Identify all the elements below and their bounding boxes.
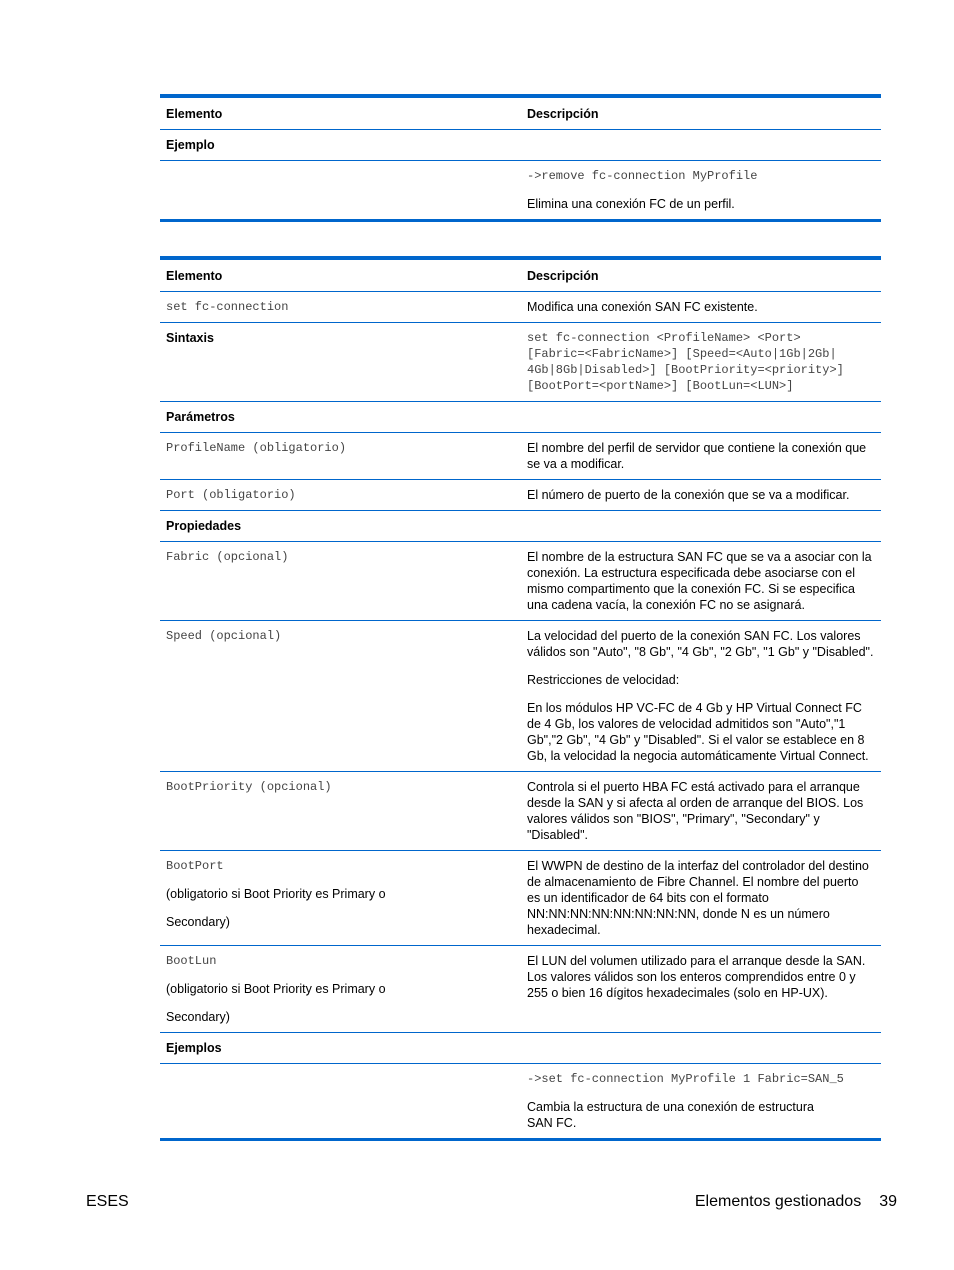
table-row bbox=[160, 161, 881, 221]
property-name: BootPort bbox=[166, 859, 224, 873]
table-row bbox=[160, 946, 881, 1033]
property-description: Restricciones de velocidad: bbox=[527, 673, 680, 687]
table-row bbox=[160, 772, 881, 851]
property-description: En los módulos HP VC-FC de 4 Gb y HP Virtual Connect FC de 4 Gb, los valores de velocidad admitidos son "Auto","1 Gb","2 Gb", "4 Gb" y "Disabled". Si el valor se establece en 8 Gb, la velocidad la negocia automáticamente Virtual Connect. bbox=[527, 701, 869, 763]
table-set-fc-connection bbox=[160, 256, 881, 1141]
property-description: El LUN del volumen utilizado para el arranque desde la SAN. Los valores válidos son los enteros comprendidos entre 0 y 255 o bien 16 dígitos hexadecimales (solo en HP-UX). bbox=[527, 954, 866, 1000]
syntax-value: set fc-connection <ProfileName> <Port> [Fabric=<FabricName>] [Speed=<Auto|1Gb|2Gb| 4Gb|8Gb|Disabled>] [BootPriority=<priority>] [BootPort=<portName>] [BootLun=<LUN>] bbox=[527, 331, 844, 393]
property-description: La velocidad del puerto de la conexión SAN FC. Los valores válidos son "Auto", "8 Gb", "4 Gb", "2 Gb", "1 Gb" y "Disabled". bbox=[527, 629, 874, 659]
section-label-propiedades: Propiedades bbox=[166, 519, 242, 533]
param-description: El nombre del perfil de servidor que contiene la conexión que se va a modificar. bbox=[527, 441, 867, 471]
table-row bbox=[160, 480, 881, 511]
table-row bbox=[160, 433, 881, 480]
example-command: ->remove fc-connection MyProfile bbox=[527, 169, 758, 183]
table-row bbox=[160, 323, 881, 402]
table-row bbox=[160, 621, 881, 772]
table-row bbox=[160, 402, 881, 433]
property-name: Speed (opcional) bbox=[166, 629, 282, 643]
property-name: Fabric (opcional) bbox=[166, 550, 289, 564]
section-label-parametros: Parámetros bbox=[166, 410, 235, 424]
table-row bbox=[160, 130, 881, 161]
example-description: Elimina una conexión FC de un perfil. bbox=[527, 197, 735, 211]
page-number: 39 bbox=[879, 1193, 897, 1210]
footer-section-title: Elementos gestionados bbox=[694, 1193, 862, 1210]
table-row bbox=[160, 851, 881, 946]
property-description: El WWPN de destino de la interfaz del controlador del destino de almacenamiento de Fibre Channel. El nombre del puerto es un identificador de 64 bits con el formato NN:NN:NN:NN:NN:NN:NN:NN, donde N es un número hexadecimal. bbox=[527, 859, 869, 937]
param-name: ProfileName (obligatorio) bbox=[166, 441, 347, 455]
property-description: Controla si el puerto HBA FC está activado para el arranque desde la SAN y si afecta al orden de arranque del BIOS. Los valores válidos son "BIOS", "Primary", "Secondary" y "Disabled". bbox=[527, 780, 864, 842]
table-remove-fc-connection bbox=[160, 94, 881, 222]
property-note: Secondary) bbox=[166, 1010, 230, 1024]
table-header-row bbox=[160, 258, 881, 292]
table-row bbox=[160, 542, 881, 621]
table-row bbox=[160, 1033, 881, 1064]
param-name: Port (obligatorio) bbox=[166, 488, 296, 502]
command-name: set fc-connection bbox=[166, 300, 289, 314]
header-elemento: Elemento bbox=[166, 107, 223, 121]
table-header-row bbox=[160, 96, 881, 130]
header-descripcion: Descripción bbox=[527, 269, 599, 283]
property-note: (obligatorio si Boot Priority es Primary o bbox=[166, 887, 386, 901]
table-row bbox=[160, 292, 881, 323]
table-row bbox=[160, 511, 881, 542]
table-row bbox=[160, 1064, 881, 1140]
header-elemento: Elemento bbox=[166, 269, 223, 283]
property-description: El nombre de la estructura SAN FC que se va a asociar con la conexión. La estructura especificada debe asociarse con el mismo compartimento que la conexión FC. Si se especifica una cadena vacía, la conexión FC no se asignará. bbox=[527, 550, 872, 612]
property-name: BootLun bbox=[166, 954, 217, 968]
section-label-ejemplos: Ejemplos bbox=[166, 1041, 222, 1055]
example-description: Cambia la estructura de una conexión de estructura SAN FC. bbox=[527, 1100, 814, 1130]
command-description: Modifica una conexión SAN FC existente. bbox=[527, 300, 758, 314]
section-label-ejemplo: Ejemplo bbox=[166, 138, 215, 152]
header-descripcion: Descripción bbox=[527, 107, 599, 121]
property-name: BootPriority (opcional) bbox=[166, 780, 332, 794]
property-note: Secondary) bbox=[166, 915, 230, 929]
property-note: (obligatorio si Boot Priority es Primary o bbox=[166, 982, 386, 996]
param-description: El número de puerto de la conexión que se va a modificar. bbox=[527, 488, 850, 502]
example-command: ->set fc-connection MyProfile 1 Fabric=SAN_5 bbox=[527, 1072, 844, 1086]
syntax-label: Sintaxis bbox=[166, 331, 214, 345]
footer-language-code: ESES bbox=[86, 1193, 129, 1210]
